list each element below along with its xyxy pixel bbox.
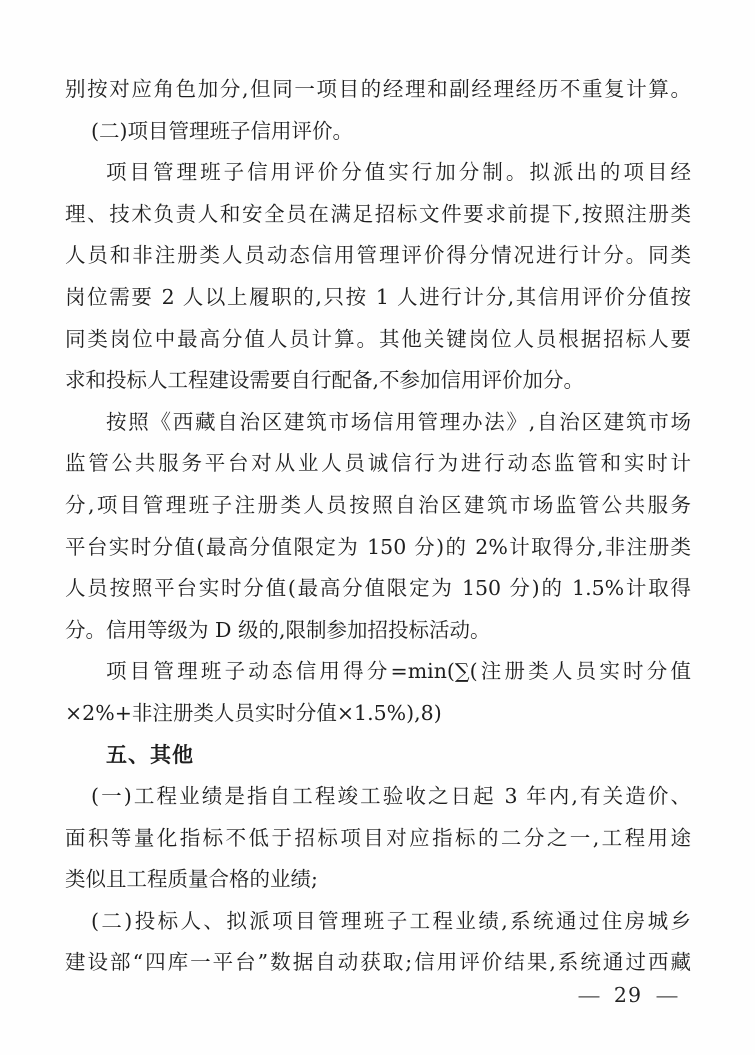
page-footer [579,980,677,1010]
formula-line: ×2%+非注册类人员实时分值×1.5%),8) [65,700,442,725]
text-line: 平台实时分值(最高分值限定为 150 分)的 2%计取得分,非注册类 [65,534,691,559]
text-line: 求和投标人工程建设需要自行配备,不参加信用评价加分。 [65,368,585,393]
text-line: 理、技术负责人和安全员在满足招标文件要求前提下,按照注册类 [65,201,691,226]
text-line: (二)项目管理班子信用评价。 [91,118,353,143]
text-line: 面积等量化指标不低于招标项目对应指标的二分之一,工程用途 [65,825,691,850]
formula-line: 项目管理班子动态信用得分=min(∑(注册类人员实时分值 [106,659,691,684]
text-line: 人员和非注册类人员动态信用管理评价得分情况进行计分。同类 [65,243,691,268]
text-line: 别按对应角色加分,但同一项目的经理和副经理经历不重复计算。 [65,77,691,101]
text-line: 分。信用等级为 D 级的,限制参加招投标活动。 [65,617,491,642]
text-line: 建设部“四库一平台”数据自动获取;信用评价结果,系统通过西藏 [65,950,691,975]
text-line: 同类岗位中最高分值人员计算。其他关键岗位人员根据招标人要 [65,326,691,351]
footer-dash-right: — [655,983,679,1007]
text-line: (一)工程业绩是指自工程竣工验收之日起 3 年内,有关造价、 [91,784,691,809]
footer-dash-left: — [577,983,601,1007]
section-heading: 五、其他 [106,742,194,767]
text-line: 监管公共服务平台对从业人员诚信行为进行动态监管和实时计 [65,451,691,476]
text-line: 类似且工程质量合格的业绩; [65,867,318,892]
document-body [65,69,691,984]
text-line: 项目管理班子信用评价分值实行加分制。拟派出的项目经 [106,160,691,185]
text-line: 岗位需要 2 人以上履职的,只按 1 人进行计分,其信用评价分值按 [65,284,691,309]
page-number: 29 [613,983,642,1007]
text-line: 人员按照平台实时分值(最高分值限定为 150 分)的 1.5%计取得 [65,576,691,601]
text-line: (二)投标人、拟派项目管理班子工程业绩,系统通过住房城乡 [91,908,691,933]
text-line: 分,项目管理班子注册类人员按照自治区建筑市场监管公共服务 [65,492,691,517]
text-line: 按照《西藏自治区建筑市场信用管理办法》,自治区建筑市场 [106,409,691,434]
